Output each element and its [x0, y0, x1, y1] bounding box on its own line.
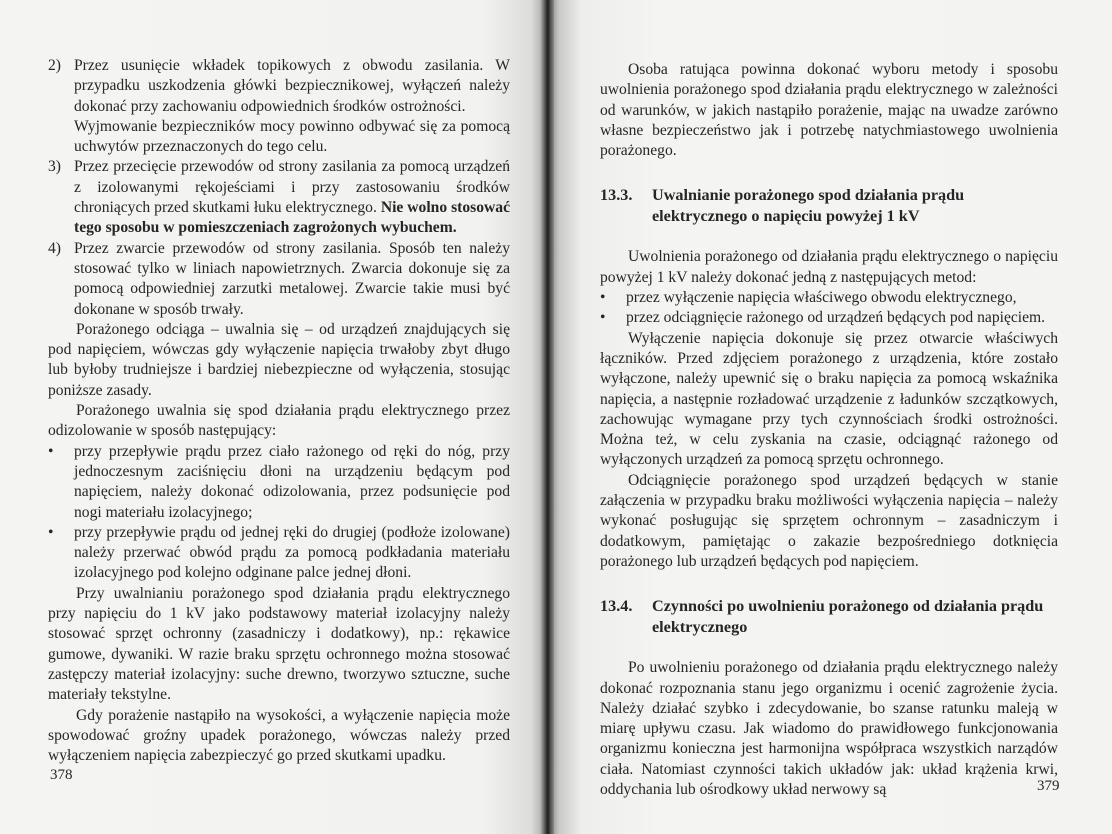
bullet-item	[48, 442, 510, 523]
bullet-item	[600, 288, 1058, 308]
paragraph: Porażonego uwalnia się spod działania prądu elektrycznego przez odizolowanie w sposób następujący:	[48, 402, 510, 440]
page-number: 378	[50, 767, 73, 783]
paragraph: Uwolnienia porażonego od działania prądu elektrycznego o napięciu powyżej 1 kV należy dokonać jedną z następujących metod:	[600, 248, 1058, 286]
bullet-item	[600, 308, 1058, 328]
item-number: 4)	[48, 239, 61, 257]
paragraph: Gdy porażenie nastąpiło na wysokości, a wyłączenie napięcia może spowodować groźny upadek porażonego, wówczas należy przed wyłączeniem napięcia zabezpieczyć go przed skutkami upadku.	[48, 706, 510, 765]
left-text-column	[48, 56, 510, 766]
numbered-item-3	[48, 157, 510, 238]
bullet-icon: •	[48, 442, 54, 460]
section-number: 13.3.	[600, 186, 633, 205]
paragraph: Po uwolnieniu porażonego od działania prądu elektrycznego należy dokonać rozpoznania stanu jego organizmu i ocenić zagrożenie życia. Należy działać szybko i zdecydowanie, bo szanse ratunku maleją w miarę upływu czasu. Jak wiadomo do prawidłowego funkcjonowania organizmu konieczna jest harmonijna współpraca wszystkich narządów ciała. Natomiast czynności takich układów jak: układ krążenia krwi, oddychania lub ośrodkowy układ nerwowy są	[600, 659, 1058, 799]
bullet-text: przez wyłączenie napięcia właściwego obwodu elektrycznego,	[626, 289, 1017, 307]
item-text: Przez usunięcie wkładek topikowych z obwodu zasilania. W przypadku uszkodzenia główki bezpiecznikowej, wyłączeń należy dokonać przy zachowaniu odpowiednich środków ostrożności.	[74, 57, 510, 115]
paragraph: Przy uwalnianiu porażonego spod działania prądu elektrycznego przy napięciu do 1 kV jako podstawowy materiał izolacyjny należy stosować sprzęt ochronny (zasadniczy i dodatkowy), np.: rękawice gumowe, dywaniki. W razie braku sprzętu ochronnego można stosować zastępczy materiał izolacyjny: suche drewno, tworzywo sztuczne, suche materiały tekstylne.	[48, 584, 510, 704]
book-gutter	[540, 0, 554, 834]
item-text-continued: Wyjmowanie bezpieczników mocy powinno odbywać się za pomocą uchwytów przeznaczonych do tego celu.	[74, 117, 510, 156]
bullet-item	[48, 523, 510, 584]
item-number: 2)	[48, 57, 61, 74]
bullet-text: przy przepływie prądu od jednej ręki do drugiej (podłoże izolowane) należy przerwać obwód prądu za pomocą podkładania materiału izolacyjnego pod kolejno odginane palce jednej dłoni.	[74, 523, 510, 582]
paragraph: Osoba ratująca powinna dokonać wyboru metody i sposobu uwolnienia porażonego spod działania prądu elektrycznego w zależności od warunków, w jakich nastąpiło porażenie, mając na uwadze zarówno własne bezpieczeństwo jak i potrzebę natychmiastowego uwolnienia porażonego.	[600, 61, 1058, 160]
section-heading-13-3	[600, 185, 1058, 227]
right-text-column	[600, 60, 1058, 800]
warning-bold-text: Nie wolno stosować tego sposobu w pomieszczeniach zagrożonych wybuchem.	[74, 199, 510, 237]
page-number: 379	[1037, 778, 1060, 794]
paragraph: Wyłączenie napięcia dokonuje się przez otwarcie właściwych łączników. Przed zdjęciem porażonego z urządzenia, które zostało wyłączone, należy upewnić się o braku napięcia za pomocą wskaźnika napięcia, a następnie rozładować urządzenie z ładunków szczątkowych, zachowując wymagane przy tych czynnościach środki ostrożności. Można też, w celu zyskania na czasie, odciągnąć rażonego od wyłączonych urządzeń za pomocą sprzętu ochronnego.	[600, 329, 1058, 469]
section-title: Uwalnianie porażonego spod działania prądu elektrycznego o napięciu powyżej 1 kV	[652, 186, 965, 226]
paragraph: Odciągnięcie porażonego spod urządzeń będących w stanie załączenia w przypadku braku możliwości wyłączenia napięcia – należy wykonać posługując się sprzętem ochronnym – zasadniczym i dodatkowym, pamiętając o zakazie bezpośredniego dotknięcia porażonego lub urządzeń będących pod napięciem.	[600, 471, 1058, 570]
paragraph: Porażonego odciąga – uwalnia się – od urządzeń znajdujących się pod napięciem, wówczas gdy wyłączenie napięcia trwałoby zbyt długo lub byłoby trudniejsze i bardziej niebezpieczne od wyłączenia, stosując poniższe zasady.	[48, 320, 510, 399]
numbered-item-4	[48, 239, 510, 320]
bullet-icon: •	[48, 523, 54, 541]
item-text: Przez zwarcie przewodów od strony zasilania. Sposób ten należy stosować tylko w liniach napowietrznych. Zwarcia dokonuje się za pomocą odpowiedniej zarzutki metalowej. Zwarcie takie musi być dokonane w sposób trwały.	[74, 239, 510, 318]
section-number: 13.4.	[600, 597, 633, 616]
section-title: Czynności po uwolnieniu porażonego od działania prądu elektrycznego	[652, 597, 1044, 637]
bullet-text: przy przepływie prądu przez ciało rażonego od ręki do nóg, przy jednoczesnym zaciśnięciu dłoni na urządzeniu będącym pod napięciem, należy dokonać odizolowania, przez podsunięcie pod nogi materiału izolacyjnego;	[74, 442, 510, 521]
item-text: Przez przecięcie przewodów od strony zasilania za pomocą urządzeń z izolowanymi rękojeściami i przy zastosowaniu środków chroniących przed skutkami łuku elektrycznego.	[74, 158, 510, 217]
bullet-text: przez odciągnięcie rażonego od urządzeń będących pod napięciem.	[626, 309, 1046, 327]
section-heading-13-4	[600, 596, 1058, 638]
bullet-icon: •	[600, 309, 606, 327]
bullet-icon: •	[600, 289, 606, 307]
numbered-item-2	[48, 56, 510, 157]
item-number: 3)	[48, 158, 61, 176]
